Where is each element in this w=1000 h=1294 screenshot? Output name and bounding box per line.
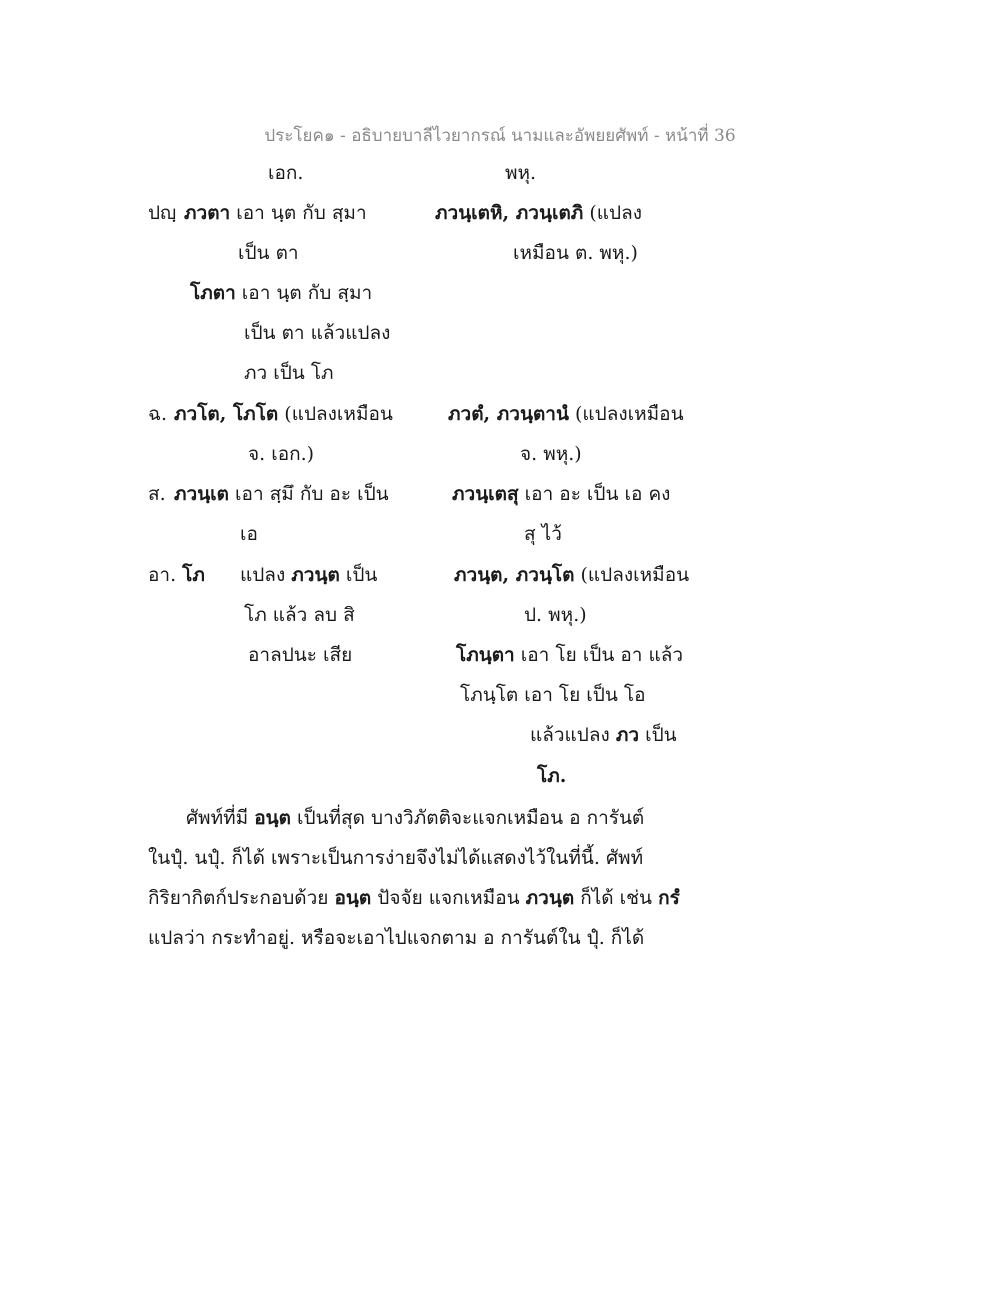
bold-term: ภวนฺต (525, 887, 575, 909)
form-line (435, 200, 642, 226)
paragraph-line: ในปุํ. นปุํ. ก็ได้ เพราะเป็นการง่ายจึงไม่ได้แสดงไว้ในที่นี้. ศัพท์ (148, 847, 644, 869)
form-line (174, 481, 389, 507)
form-line (452, 481, 670, 507)
form-line: เป็น ตา (238, 242, 299, 264)
bold-form: ภวนฺเต (174, 483, 230, 505)
paragraph-line: แปลว่า กระทำอยู่. หรือจะเอาไปแจกตาม อ การันต์ใน ปุํ. ก็ได้ (148, 927, 645, 949)
text-span: ศัพท์ที่มี (186, 807, 255, 829)
case-label: ส. (148, 483, 166, 505)
form-text: แล้วแปลง (530, 724, 616, 746)
column-head-plural: พหุ. (505, 162, 537, 184)
form-line: เหมือน ต. พหุ.) (513, 242, 638, 264)
form-line (454, 562, 689, 588)
bold-term: อนฺต (334, 887, 372, 909)
form-line (240, 562, 377, 588)
form-text: (แปลงเหมือน (278, 403, 393, 425)
case-label (148, 562, 205, 588)
column-head-singular: เอก. (268, 162, 304, 184)
form-text: (แปลง (583, 202, 642, 224)
form-line: อาลปนะ เสีย (248, 644, 353, 666)
form-text: เอา นฺต กับ สฺมา (235, 282, 373, 304)
form-line (184, 200, 367, 226)
form-line (174, 401, 393, 427)
text-span: ปัจจัย แจกเหมือน (371, 887, 526, 909)
form-text: (แปลงเหมือน (568, 403, 684, 425)
bold-form: ภวนฺต, ภวนฺโต (454, 564, 575, 586)
form-text: แปลง (240, 564, 292, 586)
bold-form: โภตา (190, 282, 236, 304)
paragraph-line (148, 878, 708, 918)
form-line: โภนฺโต เอา โย เป็น โอ (460, 684, 646, 706)
text-span: ก็ได้ เช่น (574, 887, 659, 909)
bold-form: โภนฺตา (456, 644, 515, 666)
form-line: เป็น ตา แล้วแปลง (244, 322, 391, 344)
form-text: เอา อะ เป็น เอ คง (518, 483, 671, 505)
form-text: เอา โย เป็น อา แล้ว (514, 644, 684, 666)
form-line (537, 763, 566, 789)
text-span: กิริยากิตก์ประกอบด้วย (148, 887, 335, 909)
form-text: เป็น (339, 564, 378, 586)
bold-form: ภวตา (184, 202, 231, 224)
form-line (448, 401, 684, 427)
bold-term: อนฺต (254, 807, 291, 829)
form-line: ป. พหุ.) (524, 604, 587, 626)
form-line (190, 280, 372, 306)
bold-form: โภ. (537, 765, 567, 787)
form-line (530, 722, 677, 748)
bold-form: ภวนฺต (291, 564, 340, 586)
form-line: จ. พหุ.) (520, 443, 582, 465)
bold-form: ภวตํ, ภวนฺตานํ (448, 403, 569, 425)
bold-form: โภ (182, 564, 205, 586)
paragraph-line (148, 798, 708, 838)
form-line: โภ แล้ว ลบ สิ (244, 604, 355, 626)
page-header: ประโยค๑ - อธิบายบาลีไวยากรณ์ นามและอัพยยศัพท์ - หน้าที่ 36 (264, 126, 736, 146)
form-line: จ. เอก.) (248, 443, 315, 465)
form-text: (แปลงเหมือน (574, 564, 690, 586)
case-label: ปญฺ (148, 202, 177, 224)
explanation-paragraph (148, 798, 708, 958)
form-text: เอา นฺต กับ สฺมา (230, 202, 367, 224)
case-abbrev: อา. (148, 564, 177, 586)
form-line (456, 642, 683, 668)
form-line: สุ ไว้ (524, 523, 562, 545)
bold-form: ภวนฺเตหิ, ภวนฺเตภิ (435, 202, 584, 224)
case-label: ฉ. (148, 403, 167, 425)
bold-form: ภว (615, 724, 640, 746)
bold-form: ภวนฺเตสุ (452, 483, 519, 505)
form-text: เอา สฺมึ กับ อะ เป็น (229, 483, 389, 505)
form-line: เอ (240, 523, 258, 545)
form-line: ภว เป็น โภ (244, 362, 334, 384)
bold-form: ภวโต, โภโต (174, 403, 279, 425)
bold-term: กรํ (658, 887, 680, 909)
text-span: เป็นที่สุด บางวิภัตติจะแจกเหมือน อ การันต์ (290, 807, 645, 829)
form-text: เป็น (639, 724, 677, 746)
